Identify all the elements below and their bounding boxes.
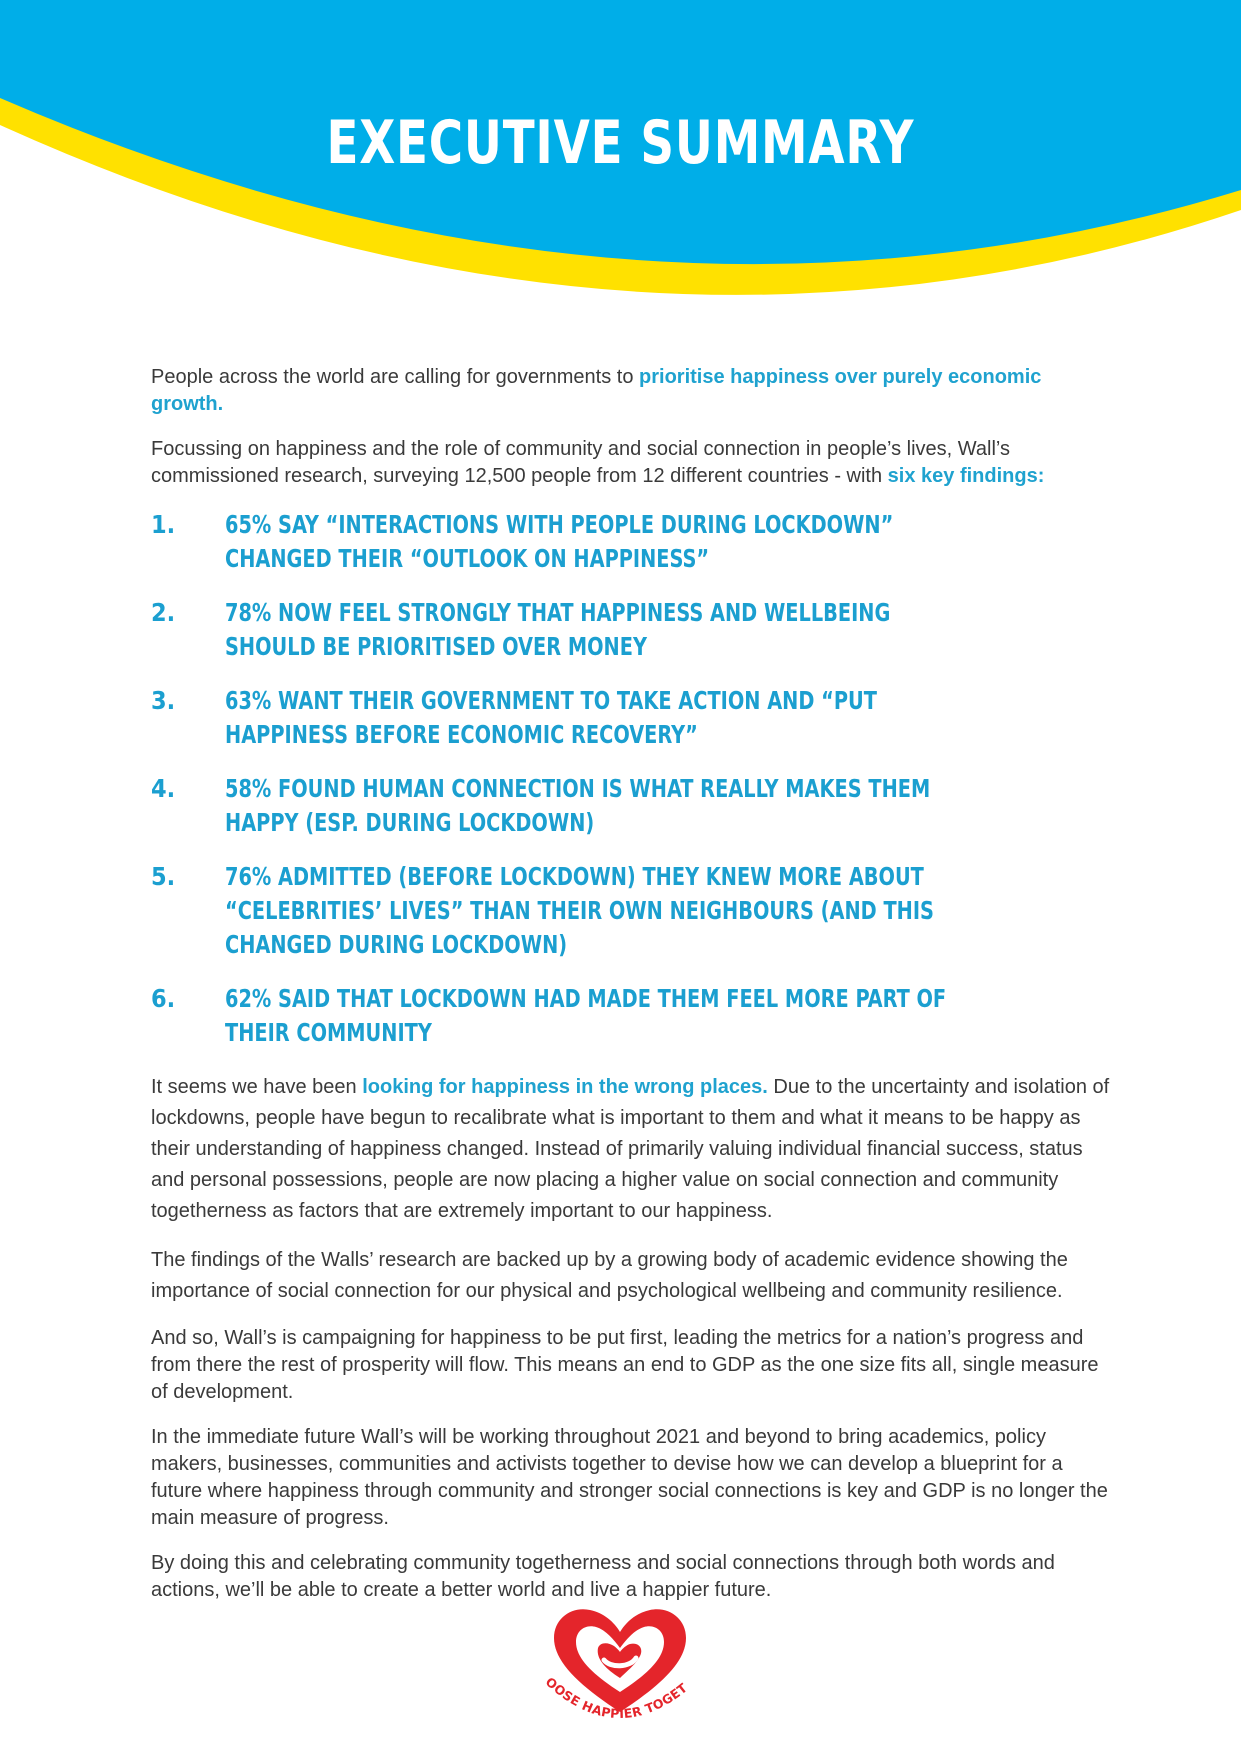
finding-item	[151, 684, 1111, 752]
intro-highlight: prioritise happiness over purely economic growth.	[151, 366, 1042, 415]
intro-text: People across the world are calling for governments to	[151, 366, 640, 388]
finding-number: 5.	[151, 862, 176, 891]
finding-text: 63% WANT THEIR GOVERNMENT TO TAKE ACTION AND “PUT HAPPINESS BEFORE ECONOMIC RECOVERY”	[225, 686, 877, 749]
finding-item	[151, 982, 1111, 1050]
intro-paragraph-1	[151, 364, 1111, 418]
finding-number: 6.	[151, 984, 176, 1013]
page-title: EXECUTIVE SUMMARY	[326, 108, 915, 178]
finding-text: 76% ADMITTED (BEFORE LOCKDOWN) THEY KNEW MORE ABOUT “CELEBRITIES’ LIVES” THAN THEIR OWN NEIGHBOURS (AND THIS CHANGED DURING LOCKDOWN)	[225, 862, 934, 959]
body-paragraph-6: In the immediate future Wall’s will be working throughout 2021 and beyond to bring academics, policy makers, businesses, communities and activists together to devise how we can develop a blueprint for a future where happiness through community and stronger social connections is key and GDP is no longer the main measure of progress.	[151, 1426, 1108, 1529]
body-text: It seems we have been	[151, 1076, 363, 1098]
body-paragraph-4: The findings of the Walls’ research are backed up by a growing body of academic evidence showing the importance of social connection for our physical and psychological wellbeing and community resilience.	[151, 1249, 1068, 1302]
finding-number: 1.	[151, 510, 176, 539]
body-highlight: looking for happiness in the wrong places.	[362, 1076, 768, 1098]
brand-logo	[540, 1600, 700, 1735]
finding-item	[151, 508, 1111, 576]
finding-number: 2.	[151, 598, 176, 627]
finding-number: 4.	[151, 774, 176, 803]
body-text: Due to the uncertainty and isolation of lockdowns, people have begun to recalibrate what is important to them and what it means to be happy as their understanding of happiness changed. Instead of primarily valuing individual financial success, status and personal possessions, people are now placing a higher value on social connection and community togetherness as factors that are extremely important to our happiness.	[151, 1076, 1110, 1222]
intro-paragraph-2	[151, 436, 1111, 490]
main-content	[151, 364, 1111, 1622]
body-paragraph-7: By doing this and celebrating community togetherness and social connections through both words and actions, we’ll be able to create a better world and live a happier future.	[151, 1552, 1055, 1601]
logo-tagline: OOSE HAPPIER TOGET	[542, 1674, 691, 1722]
key-findings-list	[151, 508, 1111, 1050]
finding-text: 78% NOW FEEL STRONGLY THAT HAPPINESS AND WELLBEING SHOULD BE PRIORITISED OVER MONEY	[225, 598, 891, 661]
finding-item	[151, 596, 1111, 664]
finding-item	[151, 772, 1111, 840]
finding-text: 62% SAID THAT LOCKDOWN HAD MADE THEM FEEL MORE PART OF THEIR COMMUNITY	[225, 984, 947, 1047]
heart-logo-icon	[540, 1600, 700, 1735]
finding-text: 58% FOUND HUMAN CONNECTION IS WHAT REALLY MAKES THEM HAPPY (ESP. DURING LOCKDOWN)	[225, 774, 931, 837]
finding-text: 65% SAY “INTERACTIONS WITH PEOPLE DURING LOCKDOWN” CHANGED THEIR “OUTLOOK ON HAPPINESS”	[225, 510, 894, 573]
finding-number: 3.	[151, 686, 176, 715]
finding-item	[151, 860, 1111, 962]
intro-highlight: six key findings:	[887, 465, 1045, 487]
intro-text: Focussing on happiness and the role of community and social connection in people’s lives, Wall’s commissioned research, surveying 12,500 people from 12 different countries - with	[151, 438, 1011, 487]
body-paragraph-3	[151, 1072, 1111, 1227]
body-paragraph-5: And so, Wall’s is campaigning for happiness to be put first, leading the metrics for a nation’s progress and from there the rest of prosperity will flow. This means an end to GDP as the one size fits all, single measure of development.	[151, 1327, 1099, 1403]
